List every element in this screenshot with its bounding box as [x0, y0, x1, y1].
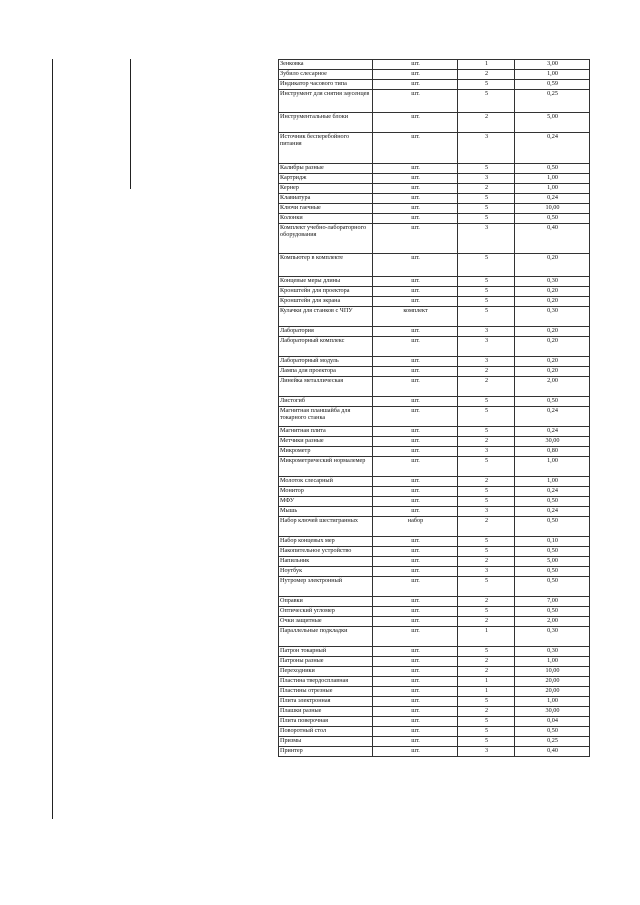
table-row [279, 617, 590, 627]
price-cell: 30,00 [515, 437, 590, 447]
table-row [279, 80, 590, 90]
item-name-cell: Кронштейн для экрана [279, 297, 373, 307]
price-cell: 0,20 [515, 287, 590, 297]
quantity-cell: 5 [458, 194, 515, 204]
quantity-cell: 3 [458, 337, 515, 357]
unit-cell: шт. [373, 337, 458, 357]
table-row [279, 657, 590, 667]
price-cell: 0,50 [515, 577, 590, 597]
price-cell: 0,20 [515, 357, 590, 367]
price-cell: 0,24 [515, 487, 590, 497]
unit-cell: шт. [373, 297, 458, 307]
unit-cell: шт. [373, 577, 458, 597]
unit-cell: шт. [373, 507, 458, 517]
quantity-cell: 1 [458, 60, 515, 70]
item-name-cell: Оптический угломер [279, 607, 373, 617]
item-name-cell: Ноутбук [279, 567, 373, 577]
unit-cell: шт. [373, 214, 458, 224]
table-row [279, 133, 590, 164]
quantity-cell: 5 [458, 577, 515, 597]
item-name-cell: Патрон токарный [279, 647, 373, 657]
price-cell: 0,24 [515, 133, 590, 164]
table-row [279, 687, 590, 697]
quantity-cell: 5 [458, 307, 515, 327]
unit-cell: шт. [373, 687, 458, 697]
item-name-cell: Набор ключей шестигранных [279, 517, 373, 537]
item-name-cell: Пластина твердосплавная [279, 677, 373, 687]
quantity-cell: 3 [458, 447, 515, 457]
price-cell: 5,00 [515, 113, 590, 133]
quantity-cell: 5 [458, 297, 515, 307]
table-row [279, 707, 590, 717]
quantity-cell: 5 [458, 407, 515, 427]
item-name-cell: Концевые меры длины [279, 277, 373, 287]
quantity-cell: 5 [458, 164, 515, 174]
item-name-cell: Плита поверочная [279, 717, 373, 727]
unit-cell: шт. [373, 657, 458, 667]
item-name-cell: Картридж [279, 174, 373, 184]
quantity-cell: 2 [458, 113, 515, 133]
quantity-cell: 1 [458, 687, 515, 697]
price-cell: 1,00 [515, 697, 590, 707]
table-row [279, 377, 590, 397]
table-row [279, 184, 590, 194]
table-row [279, 547, 590, 557]
table-row [279, 70, 590, 80]
table-row [279, 557, 590, 567]
quantity-cell: 2 [458, 184, 515, 194]
table-row [279, 90, 590, 113]
table-row [279, 517, 590, 537]
price-cell: 20,00 [515, 687, 590, 697]
item-name-cell: Клавиатура [279, 194, 373, 204]
table-row [279, 357, 590, 367]
price-cell: 0,24 [515, 194, 590, 204]
price-cell: 0,24 [515, 507, 590, 517]
unit-cell: шт. [373, 607, 458, 617]
price-cell: 0,04 [515, 717, 590, 727]
price-cell: 1,00 [515, 457, 590, 477]
unit-cell: шт. [373, 184, 458, 194]
unit-cell: шт. [373, 174, 458, 184]
price-cell: 0,50 [515, 497, 590, 507]
inventory-table-body [279, 60, 590, 757]
item-name-cell: Патроны разные [279, 657, 373, 667]
item-name-cell: Компьютер в комплекте [279, 254, 373, 277]
unit-cell: шт. [373, 113, 458, 133]
unit-cell: шт. [373, 224, 458, 254]
price-cell: 1,00 [515, 657, 590, 667]
price-cell: 10,00 [515, 204, 590, 214]
price-cell: 0,80 [515, 447, 590, 457]
item-name-cell: Накопительное устройство [279, 547, 373, 557]
quantity-cell: 5 [458, 214, 515, 224]
unit-cell: шт. [373, 597, 458, 607]
unit-cell: шт. [373, 357, 458, 367]
unit-cell: шт. [373, 667, 458, 677]
unit-cell: шт. [373, 367, 458, 377]
price-cell: 0,30 [515, 307, 590, 327]
unit-cell: шт. [373, 697, 458, 707]
item-name-cell: Лаборатория [279, 327, 373, 337]
quantity-cell: 3 [458, 747, 515, 757]
table-row [279, 337, 590, 357]
table-row [279, 507, 590, 517]
table-edge-rule [130, 59, 131, 189]
price-cell: 0,50 [515, 517, 590, 537]
quantity-cell: 1 [458, 627, 515, 647]
quantity-cell: 3 [458, 174, 515, 184]
table-row [279, 497, 590, 507]
table-row [279, 537, 590, 547]
item-name-cell: Плита электронная [279, 697, 373, 707]
item-name-cell: Лабораторный модуль [279, 357, 373, 367]
table-row [279, 487, 590, 497]
table-row [279, 447, 590, 457]
unit-cell: шт. [373, 487, 458, 497]
quantity-cell: 2 [458, 617, 515, 627]
price-cell: 0,20 [515, 367, 590, 377]
item-name-cell: Инструмент для снятия заусенцев [279, 90, 373, 113]
price-cell: 0,25 [515, 90, 590, 113]
quantity-cell: 5 [458, 90, 515, 113]
quantity-cell: 2 [458, 667, 515, 677]
unit-cell: шт. [373, 477, 458, 487]
table-row [279, 677, 590, 687]
quantity-cell: 5 [458, 647, 515, 657]
unit-cell: шт. [373, 437, 458, 447]
price-cell: 0,25 [515, 737, 590, 747]
quantity-cell: 5 [458, 497, 515, 507]
item-name-cell: Набор концевых мер [279, 537, 373, 547]
item-name-cell: Пластины отрезные [279, 687, 373, 697]
unit-cell: шт. [373, 80, 458, 90]
quantity-cell: 2 [458, 367, 515, 377]
table-row [279, 214, 590, 224]
item-name-cell: Магнитная планшайба для токарного станка [279, 407, 373, 427]
quantity-cell: 3 [458, 327, 515, 337]
table-row [279, 477, 590, 487]
quantity-cell: 2 [458, 377, 515, 397]
quantity-cell: 5 [458, 607, 515, 617]
table-row [279, 577, 590, 597]
unit-cell: шт. [373, 457, 458, 477]
item-name-cell: Напильник [279, 557, 373, 567]
item-name-cell: Плашки разные [279, 707, 373, 717]
table-row [279, 204, 590, 214]
quantity-cell: 3 [458, 133, 515, 164]
item-name-cell: МФУ [279, 497, 373, 507]
margin-rule [52, 59, 53, 819]
price-cell: 0,30 [515, 277, 590, 287]
table-row [279, 737, 590, 747]
item-name-cell: Индикатор часового типа [279, 80, 373, 90]
item-name-cell: Магнитная плита [279, 427, 373, 437]
unit-cell: шт. [373, 287, 458, 297]
table-row [279, 164, 590, 174]
price-cell: 0,20 [515, 337, 590, 357]
quantity-cell: 1 [458, 677, 515, 687]
quantity-cell: 2 [458, 70, 515, 80]
price-cell: 2,00 [515, 617, 590, 627]
price-cell: 0,20 [515, 297, 590, 307]
unit-cell: шт. [373, 627, 458, 647]
price-cell: 0,50 [515, 164, 590, 174]
quantity-cell: 5 [458, 287, 515, 297]
price-cell: 0,20 [515, 254, 590, 277]
unit-cell: шт. [373, 164, 458, 174]
price-cell: 0,20 [515, 327, 590, 337]
price-cell: 7,00 [515, 597, 590, 607]
unit-cell: комплект [373, 307, 458, 327]
quantity-cell: 3 [458, 357, 515, 367]
quantity-cell: 5 [458, 697, 515, 707]
quantity-cell: 2 [458, 437, 515, 447]
price-cell: 5,00 [515, 557, 590, 567]
item-name-cell: Молоток слесарный [279, 477, 373, 487]
quantity-cell: 5 [458, 254, 515, 277]
item-name-cell: Источник бесперебойного питания [279, 133, 373, 164]
price-cell: 30,00 [515, 707, 590, 717]
quantity-cell: 5 [458, 397, 515, 407]
item-name-cell: Кронштейн для проектора [279, 287, 373, 297]
quantity-cell: 2 [458, 477, 515, 487]
unit-cell: шт. [373, 254, 458, 277]
price-cell: 0,50 [515, 727, 590, 737]
unit-cell: шт. [373, 707, 458, 717]
unit-cell: набор [373, 517, 458, 537]
item-name-cell: Линейка металлическая [279, 377, 373, 397]
table-row [279, 597, 590, 607]
table-row [279, 697, 590, 707]
table-row [279, 647, 590, 657]
price-cell: 0,40 [515, 224, 590, 254]
price-cell: 0,50 [515, 567, 590, 577]
table-row [279, 457, 590, 477]
table-row [279, 367, 590, 377]
item-name-cell: Монитор [279, 487, 373, 497]
unit-cell: шт. [373, 70, 458, 80]
price-cell: 3,00 [515, 60, 590, 70]
unit-cell: шт. [373, 647, 458, 657]
table-row [279, 607, 590, 617]
item-name-cell: Лабораторный комплекс [279, 337, 373, 357]
price-cell: 2,00 [515, 377, 590, 397]
price-cell: 0,50 [515, 607, 590, 617]
table-row [279, 667, 590, 677]
item-name-cell: Мышь [279, 507, 373, 517]
unit-cell: шт. [373, 727, 458, 737]
item-name-cell: Инструментальные блоки [279, 113, 373, 133]
table-row [279, 174, 590, 184]
item-name-cell: Переходники [279, 667, 373, 677]
unit-cell: шт. [373, 677, 458, 687]
table-row [279, 437, 590, 447]
table-row [279, 60, 590, 70]
table-row [279, 397, 590, 407]
price-cell: 0,30 [515, 647, 590, 657]
price-cell: 0,50 [515, 547, 590, 557]
quantity-cell: 5 [458, 204, 515, 214]
item-name-cell: Микрометрический нормалемер [279, 457, 373, 477]
unit-cell: шт. [373, 557, 458, 567]
item-name-cell: Колонки [279, 214, 373, 224]
unit-cell: шт. [373, 747, 458, 757]
table-row [279, 224, 590, 254]
unit-cell: шт. [373, 447, 458, 457]
table-row [279, 297, 590, 307]
unit-cell: шт. [373, 60, 458, 70]
unit-cell: шт. [373, 133, 458, 164]
price-cell: 0,50 [515, 214, 590, 224]
item-name-cell: Принтер [279, 747, 373, 757]
quantity-cell: 5 [458, 427, 515, 437]
price-cell: 0,24 [515, 407, 590, 427]
item-name-cell: Кернер [279, 184, 373, 194]
quantity-cell: 3 [458, 567, 515, 577]
table-row [279, 327, 590, 337]
item-name-cell: Призмы [279, 737, 373, 747]
unit-cell: шт. [373, 377, 458, 397]
unit-cell: шт. [373, 717, 458, 727]
item-name-cell: Ключи гаечные [279, 204, 373, 214]
unit-cell: шт. [373, 90, 458, 113]
table-row [279, 567, 590, 577]
item-name-cell: Листогиб [279, 397, 373, 407]
unit-cell: шт. [373, 547, 458, 557]
unit-cell: шт. [373, 327, 458, 337]
quantity-cell: 3 [458, 224, 515, 254]
price-cell: 0,59 [515, 80, 590, 90]
table-row [279, 727, 590, 737]
price-cell: 0,40 [515, 747, 590, 757]
item-name-cell: Зубило слесарное [279, 70, 373, 80]
item-name-cell: Нутромер электронный [279, 577, 373, 597]
quantity-cell: 5 [458, 547, 515, 557]
quantity-cell: 2 [458, 557, 515, 567]
item-name-cell: Зенковка [279, 60, 373, 70]
quantity-cell: 5 [458, 537, 515, 547]
item-name-cell: Метчики разные [279, 437, 373, 447]
item-name-cell: Параллельные подкладки [279, 627, 373, 647]
item-name-cell: Кулачки для станков с ЧПУ [279, 307, 373, 327]
item-name-cell: Очки защитные [279, 617, 373, 627]
table-row [279, 627, 590, 647]
unit-cell: шт. [373, 617, 458, 627]
quantity-cell: 5 [458, 737, 515, 747]
table-row [279, 287, 590, 297]
quantity-cell: 2 [458, 597, 515, 607]
quantity-cell: 5 [458, 727, 515, 737]
unit-cell: шт. [373, 497, 458, 507]
inventory-table [278, 59, 590, 757]
unit-cell: шт. [373, 427, 458, 437]
table-row [279, 427, 590, 437]
unit-cell: шт. [373, 277, 458, 287]
item-name-cell: Калибры разные [279, 164, 373, 174]
table-row [279, 113, 590, 133]
price-cell: 0,10 [515, 537, 590, 547]
quantity-cell: 5 [458, 457, 515, 477]
price-cell: 0,24 [515, 427, 590, 437]
item-name-cell: Оправки [279, 597, 373, 607]
price-cell: 10,00 [515, 667, 590, 677]
table-row [279, 254, 590, 277]
item-name-cell: Поворотный стол [279, 727, 373, 737]
quantity-cell: 2 [458, 517, 515, 537]
quantity-cell: 2 [458, 657, 515, 667]
item-name-cell: Лампа для проектора [279, 367, 373, 377]
price-cell: 0,30 [515, 627, 590, 647]
unit-cell: шт. [373, 397, 458, 407]
unit-cell: шт. [373, 537, 458, 547]
quantity-cell: 5 [458, 487, 515, 497]
unit-cell: шт. [373, 567, 458, 577]
quantity-cell: 5 [458, 80, 515, 90]
table-row [279, 407, 590, 427]
item-name-cell: Комплект учебно-лабораторного оборудования [279, 224, 373, 254]
unit-cell: шт. [373, 204, 458, 214]
price-cell: 1,00 [515, 174, 590, 184]
price-cell: 1,00 [515, 70, 590, 80]
price-cell: 1,00 [515, 477, 590, 487]
quantity-cell: 5 [458, 277, 515, 287]
table-row [279, 277, 590, 287]
table-row [279, 194, 590, 204]
table-row [279, 307, 590, 327]
unit-cell: шт. [373, 407, 458, 427]
quantity-cell: 5 [458, 717, 515, 727]
unit-cell: шт. [373, 194, 458, 204]
quantity-cell: 2 [458, 707, 515, 717]
table-row [279, 747, 590, 757]
table-row [279, 717, 590, 727]
price-cell: 20,00 [515, 677, 590, 687]
quantity-cell: 3 [458, 507, 515, 517]
price-cell: 1,00 [515, 184, 590, 194]
item-name-cell: Микрометр [279, 447, 373, 457]
unit-cell: шт. [373, 737, 458, 747]
price-cell: 0,50 [515, 397, 590, 407]
